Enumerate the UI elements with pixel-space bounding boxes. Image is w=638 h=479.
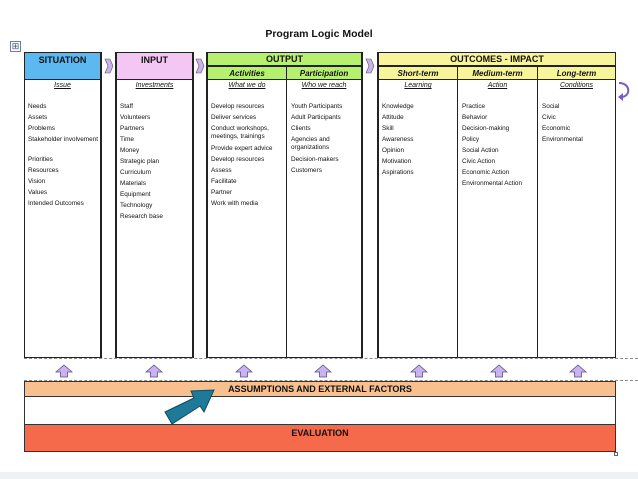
- outcomes-header-label: OUTCOMES - IMPACT: [450, 54, 544, 64]
- list-item: Opinion: [382, 147, 405, 154]
- up-arrow-icon: [55, 364, 73, 378]
- pointing-arrow-icon: [160, 382, 218, 428]
- output-divider: [286, 66, 287, 358]
- up-arrow-icon: [410, 364, 428, 378]
- evaluation-label: EVALUATION: [291, 428, 349, 438]
- participation-caption: Who we reach: [301, 82, 347, 89]
- activities-subheader: Activities: [207, 66, 287, 80]
- list-item: Develop resources: [211, 156, 265, 163]
- list-item: Civic: [542, 114, 556, 121]
- input-header-label: INPUT: [141, 55, 168, 65]
- list-item: Conduct workshops, meetings, trainings: [211, 125, 269, 140]
- chevron-right-icon: [195, 57, 205, 75]
- list-item: Social: [542, 103, 560, 110]
- gap-situation-input: [101, 52, 116, 358]
- list-item: Values: [28, 189, 48, 196]
- status-strip: [0, 472, 638, 479]
- arrow-row-top-line: [24, 358, 638, 359]
- output-header-label: OUTPUT: [266, 54, 303, 64]
- situation-header: [24, 52, 101, 80]
- medium-term-subheader: Medium-term: [457, 66, 538, 80]
- long-term-caption: Conditions: [559, 82, 594, 89]
- list-item: Behavior: [462, 114, 488, 121]
- list-item: Adult Participants: [291, 114, 341, 121]
- list-item: Volunteers: [120, 114, 151, 121]
- list-item: Facilitate: [211, 178, 237, 185]
- gap-input-output: [193, 52, 207, 358]
- assumptions-band: [24, 381, 616, 397]
- blank-band: [24, 397, 616, 424]
- outcomes-divider-1: [457, 66, 458, 358]
- list-item: Materials: [120, 180, 146, 187]
- list-item: Motivation: [382, 158, 412, 165]
- list-item: Develop resources: [211, 103, 265, 110]
- list-item: Research base: [120, 213, 163, 220]
- input-header: [116, 52, 193, 80]
- list-item: Money: [120, 147, 140, 154]
- list-item: Staff: [120, 103, 134, 110]
- table-move-handle-icon[interactable]: ⊞: [11, 41, 20, 51]
- list-item: Practice: [462, 103, 486, 110]
- feedback-arrow-icon: [617, 80, 633, 102]
- list-item: Needs: [28, 103, 47, 110]
- list-item: Policy: [462, 136, 480, 143]
- assumptions-label: ASSUMPTIONS AND EXTERNAL FACTORS: [228, 384, 412, 394]
- outcomes-divider-2: [537, 66, 538, 358]
- list-item: Decision-making: [462, 125, 510, 132]
- list-item: Problems: [28, 125, 55, 132]
- chevron-right-icon: [365, 57, 375, 75]
- list-item: Aspirations: [382, 169, 414, 176]
- long-term-list: [542, 103, 614, 147]
- up-arrow-icon: [235, 364, 253, 378]
- activities-list: [211, 103, 285, 211]
- list-item: Strategic plan: [120, 158, 160, 165]
- list-item: Intended Outcomes: [28, 200, 84, 207]
- list-item: Partner: [211, 189, 232, 196]
- outcomes-column: [378, 52, 616, 358]
- short-term-subheader: Short-term: [378, 66, 458, 80]
- list-item: Curriculum: [120, 169, 151, 176]
- list-item: Customers: [291, 167, 322, 174]
- output-header: [207, 52, 362, 66]
- list-item: Awareness: [382, 136, 414, 143]
- list-item: Time: [120, 136, 134, 143]
- list-item: Work with media: [211, 200, 259, 207]
- list-item: Environmental Action: [462, 180, 523, 187]
- list-item: Provide expert advice: [211, 145, 273, 152]
- situation-caption: Issue: [54, 82, 71, 89]
- list-item: Skill: [382, 125, 394, 132]
- list-item: Vision: [28, 178, 46, 185]
- list-item: Economic: [542, 125, 571, 132]
- list-item: Decision-makers: [291, 156, 339, 163]
- up-arrow-icon: [314, 364, 332, 378]
- list-item: Economic Action: [462, 169, 510, 176]
- list-item: Deliver services: [211, 114, 257, 121]
- list-item: Social Action: [462, 147, 499, 154]
- list-item: Priorities: [28, 156, 53, 163]
- short-term-list: [382, 103, 456, 180]
- list-item: Environmental: [542, 136, 583, 143]
- input-caption: Investments: [135, 82, 174, 89]
- up-arrow-icon: [145, 364, 163, 378]
- list-item: Civic Action: [462, 158, 496, 165]
- list-item: Partners: [120, 125, 145, 132]
- list-item: Knowledge: [382, 103, 414, 110]
- table-resize-handle[interactable]: [614, 452, 618, 456]
- participation-subheader: Participation: [286, 66, 362, 80]
- medium-term-list: [462, 103, 536, 191]
- list-item: Equipment: [120, 191, 151, 198]
- page-title: Program Logic Model: [265, 28, 373, 40]
- evaluation-band: [24, 424, 616, 452]
- up-arrow-icon: [569, 364, 587, 378]
- situation-header-label: SITUATION: [38, 55, 87, 65]
- list-item: Agencies and organizations: [291, 136, 330, 151]
- list-item: Clients: [291, 125, 311, 132]
- activities-caption: What we do: [228, 82, 266, 89]
- list-item: Resources: [28, 167, 59, 174]
- long-term-subheader: Long-term: [537, 66, 616, 80]
- up-arrow-icon: [490, 364, 508, 378]
- list-item: Attitude: [382, 114, 404, 121]
- list-item: Assets: [28, 114, 48, 121]
- situation-list: [28, 103, 100, 211]
- input-list: [120, 103, 192, 224]
- short-term-caption: Learning: [404, 82, 432, 89]
- chevron-right-icon: [104, 57, 114, 75]
- medium-term-caption: Action: [487, 82, 508, 89]
- list-item: Assess: [211, 167, 232, 174]
- list-item: Technology: [120, 202, 153, 209]
- gap-output-outcomes: [362, 52, 378, 358]
- participation-list: [291, 103, 361, 178]
- list-item: Youth Participants: [291, 103, 343, 110]
- outcomes-header: [378, 52, 616, 66]
- list-item: Stakeholder involvement: [28, 136, 98, 143]
